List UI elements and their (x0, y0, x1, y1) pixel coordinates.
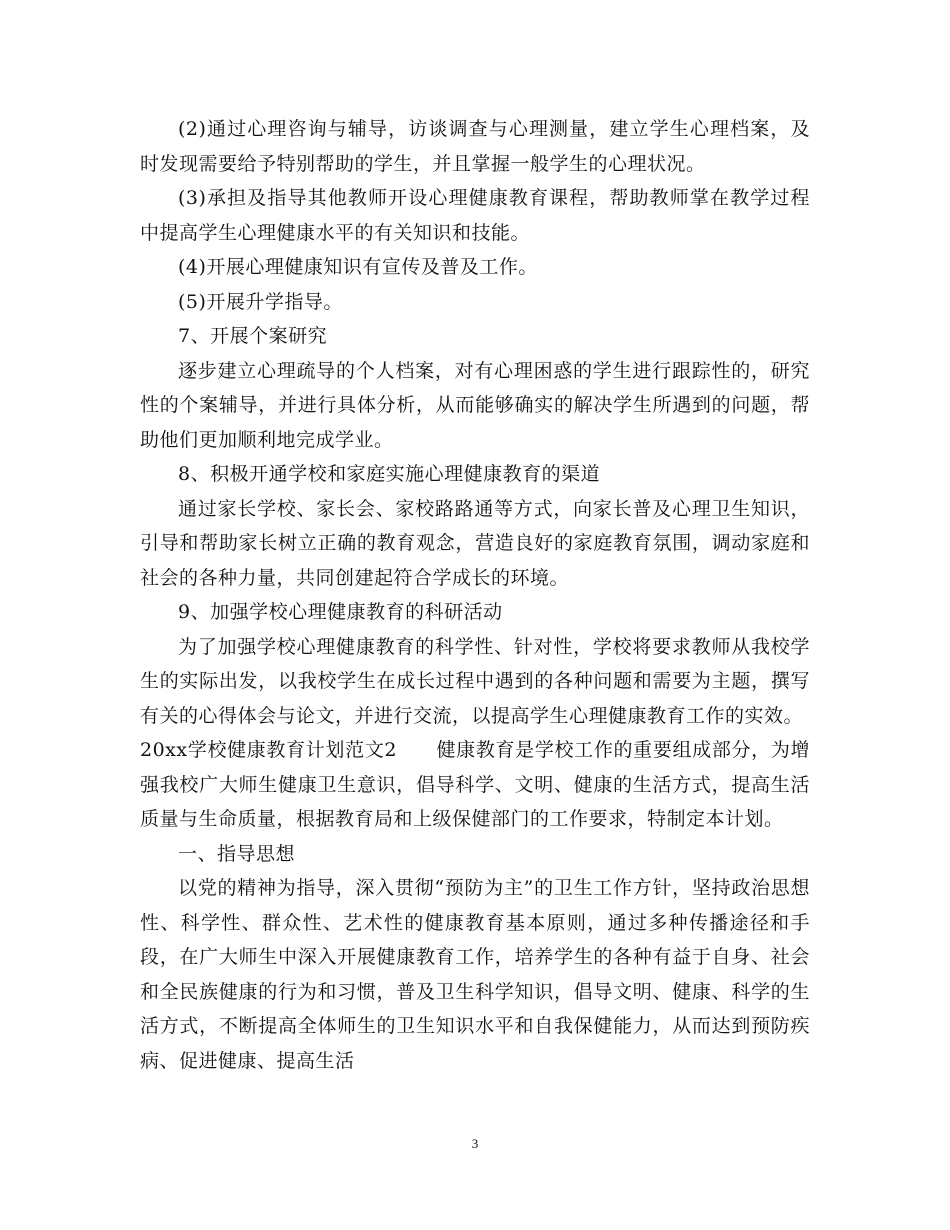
paragraph-research: 为了加强学校心理健康教育的科学性、针对性，学校将要求教师从我校学生的实际出发，以我校学生在成长过程中遇到的各种问题和需要为主题，撰写有关的心得体会与论文，并进行交流，以提高学生心理健康教育工作的实效。 (140, 635, 810, 727)
paragraph-item-4: (4)开展心理健康知识有宣传及普及工作。 (178, 256, 538, 278)
section-heading-7: 7、开展个案研究 (178, 325, 328, 347)
paragraph-family-channel: 通过家长学校、家长会、家校路路通等方式，向家长普及心理卫生知识，引导和帮助家长树立正确的教育观念，营造良好的家庭教育氛围，调动家庭和社会的各种力量，共同创建起符合学成长的环境。 (140, 497, 810, 589)
section-heading-8: 8、积极开通学校和家庭实施心理健康教育的渠道 (178, 463, 601, 485)
section-heading-9: 9、加强学校心理健康教育的科研活动 (178, 601, 503, 623)
paragraph-item-5: (5)开展升学指导。 (178, 290, 343, 313)
paragraph-guiding-thought: 以党的精神为指导，深入贯彻“预防为主”的卫生工作方针，坚持政治思想性、科学性、群众性、艺术性的健康教育基本原则，通过多种传播途径和手段，在广大师生中深入开展健康教育工作，培养学生的各种有益于自身、社会和全民族健康的行为和习惯，普及卫生科学知识，倡导文明、健康、科学的生活方式，不断提高全体师生的卫生知识水平和自我保健能力，从而达到预防疾病、促进健康、提高生活 (140, 877, 810, 1072)
section-heading-guiding-thought: 一、指导思想 (178, 842, 296, 865)
document-body (140, 112, 810, 1078)
paragraph-plan-intro: 20xx学校健康教育计划范文2 健康教育是学校工作的重要组成部分，为增强我校广大师生健康卫生意识，倡导科学、文明、健康的生活方式，提高生活质量与生命质量，根据教育局和上级保健部门的工作要求，特制定本计划。 (140, 739, 810, 830)
paragraph-item-2: (2)通过心理咨询与辅导，访谈调查与心理测量，建立学生心理档案，及时发现需要给予特别帮助的学生，并且掌握一般学生的心理状况。 (140, 118, 810, 175)
paragraph-case-study: 逐步建立心理疏导的个人档案，对有心理困惑的学生进行跟踪性的，研究性的个案辅导，并进行具体分析，从而能够确实的解决学生所遇到的问题，帮助他们更加顺利地完成学业。 (140, 359, 810, 451)
page-number: 3 (471, 1136, 479, 1151)
paragraph-item-3: (3)承担及指导其他教师开设心理健康教育课程，帮助教师掌在教学过程中提高学生心理健康水平的有关知识和技能。 (140, 187, 810, 244)
